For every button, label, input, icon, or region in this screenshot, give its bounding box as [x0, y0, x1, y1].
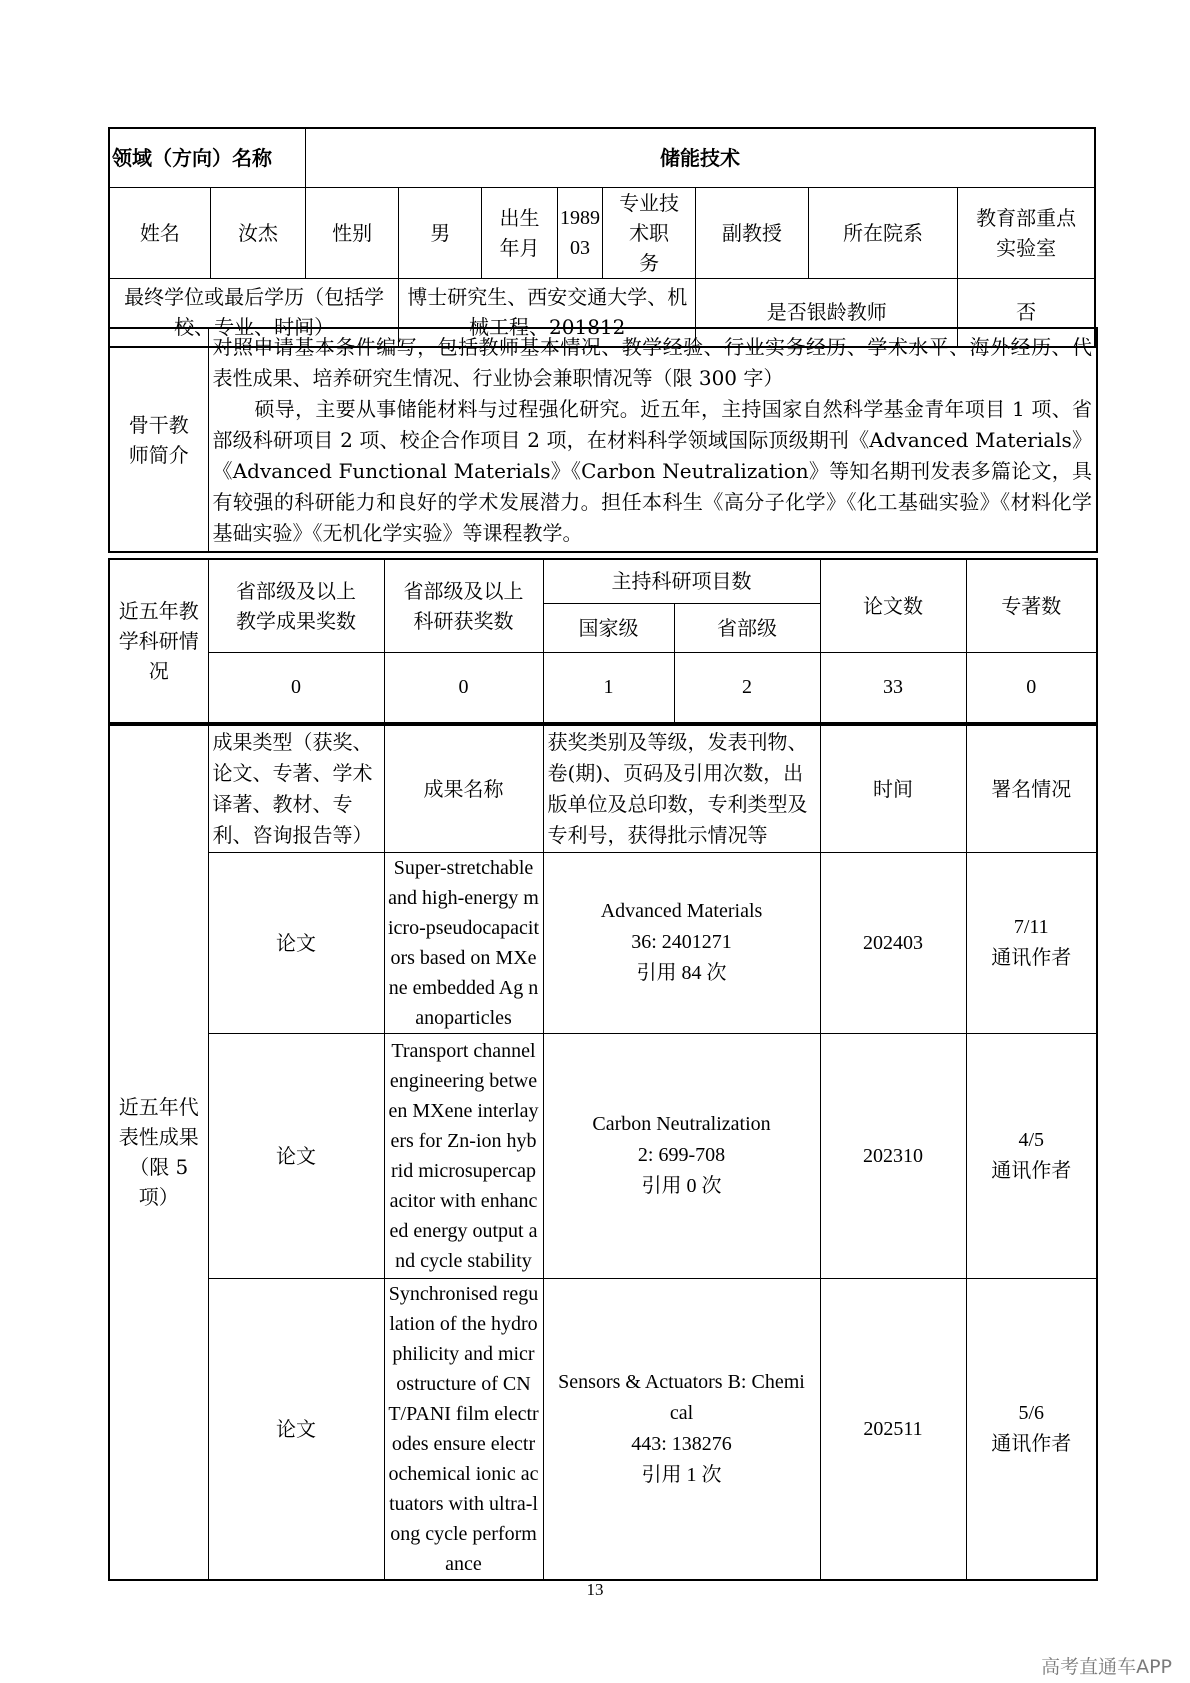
- silver-teacher-label: 是否银龄教师: [696, 278, 958, 347]
- author-rank: 5/6: [1018, 1401, 1045, 1424]
- birth-label: 出生年月: [482, 187, 558, 278]
- author-rank: 7/11: [1013, 915, 1049, 938]
- achievement-row: [109, 852, 1097, 1033]
- research-awards-value: 0: [384, 652, 543, 723]
- title-label: 专业技术职 务: [602, 187, 695, 278]
- achievement-detail: [543, 852, 820, 1033]
- achievement-name: Synchronised regulation of the hydrophilicity and microstructure of CNT/PANI film electrodes ensure electrochemical ionic actuators with ultra-long cycle performance: [384, 1278, 543, 1580]
- basic-info-table: [108, 127, 1096, 348]
- books-label: 专著数: [966, 559, 1097, 652]
- achievement-detail: [543, 1278, 820, 1580]
- research-awards-label: 省部级及以上科研获奖数: [384, 559, 543, 652]
- col-header-time: 时间: [820, 725, 966, 852]
- detail-citations: 引用 1 次: [641, 1463, 722, 1486]
- author-rank: 4/5: [1018, 1128, 1045, 1151]
- papers-value: 33: [820, 652, 966, 723]
- detail-volume: 2: 699-708: [637, 1144, 726, 1166]
- stats-label: 近五年教学科研情况: [109, 559, 208, 723]
- detail-volume: 36: 2401271: [631, 931, 732, 953]
- degree-value: 博士研究生、西安交通大学、机械工程、201812: [399, 278, 696, 347]
- page-number: 13: [586, 1580, 604, 1599]
- profile-label: 骨干教师简介: [109, 328, 208, 552]
- achievement-name: Transport channel engineering between MXene interlayers for Zn-ion hybrid microsupercapacitor with enhanced energy output and cycle stability: [384, 1033, 543, 1278]
- detail-citations: 引用 0 次: [641, 1175, 722, 1197]
- achievements-label: 近五年代表性成果（限 5 项）: [109, 725, 208, 1580]
- author-role: 通讯作者: [991, 946, 1072, 969]
- achievement-time: 202403: [820, 852, 966, 1033]
- field-value: 储能技术: [306, 128, 1095, 187]
- achievement-detail: [543, 1033, 820, 1278]
- profile-content: [208, 328, 1097, 552]
- achievement-name: Super-stretchable and high-energy micro-pseudocapacitors based on MXene embedded Ag nanoparticles: [384, 852, 543, 1033]
- col-header-type: 成果类型（获奖、论文、专著、学术译著、教材、专利、咨询报告等）: [208, 725, 384, 852]
- achievement-row: [109, 1033, 1097, 1278]
- dept-value: 教育部重点实验室: [958, 187, 1095, 278]
- name-label: 姓名: [109, 187, 210, 278]
- achievement-type: 论文: [208, 1033, 384, 1278]
- achievement-time: 202310: [820, 1033, 966, 1278]
- gender-value: 男: [399, 187, 482, 278]
- gender-label: 性别: [306, 187, 399, 278]
- achievement-author: [966, 1033, 1097, 1278]
- name-value: 汝杰: [210, 187, 305, 278]
- author-role: 通讯作者: [991, 1432, 1072, 1455]
- col-header-author: 署名情况: [966, 725, 1097, 852]
- stats-table: [108, 558, 1098, 724]
- silver-teacher-value: 否: [958, 278, 1095, 347]
- books-value: 0: [966, 652, 1097, 723]
- provincial-label: 省部级: [674, 603, 820, 652]
- profile-body: 硕导，主要从事储能材料与过程强化研究。近五年，主持国家自然科学基金青年项目 1 项、省部级科研项目 2 项、校企合作项目 2 项，在材料科学领域国际顶级期刊《Advanced Materials》《Advanced Functional Materials》《Carbon Neutralization》等知名期刊发表多篇论文，具有较强的科研能力和良好的学术发展潜力。担任本科生《高分子化学》《化工基础实验》《材料化学基础实验》《无机化学实验》等课程教学。: [212, 396, 1092, 545]
- col-header-detail: 获奖类别及等级，发表刊物、卷(期)、页码及引用次数，出版单位及总印数，专利类型及专利号，获得批示情况等: [543, 725, 820, 852]
- detail-volume: 443: 138276: [631, 1432, 732, 1455]
- achievement-time: 202511: [820, 1278, 966, 1580]
- field-label: 领域（方向）名称: [109, 128, 306, 187]
- papers-label: 论文数: [820, 559, 966, 652]
- detail-journal: Sensors & Actuators B: Chemical: [558, 1370, 805, 1424]
- detail-journal: Carbon Neutralization: [592, 1113, 771, 1135]
- teaching-awards-value: 0: [208, 652, 384, 723]
- provincial-value: 2: [674, 652, 820, 723]
- national-label: 国家级: [543, 603, 674, 652]
- achievement-row: [109, 1278, 1097, 1580]
- achievement-type: 论文: [208, 852, 384, 1033]
- watermark: 高考直通车APP: [1041, 1656, 1172, 1678]
- achievements-table: [108, 724, 1098, 1581]
- projects-label: 主持科研项目数: [543, 559, 820, 603]
- detail-journal: Advanced Materials: [600, 900, 763, 922]
- col-header-name: 成果名称: [384, 725, 543, 852]
- profile-instruction: 对照申请基本条件编写，包括教师基本情况、教学经验、行业实务经历、学术水平、海外经历、代表性成果、培养研究生情况、行业协会兼职情况等（限 300 字）: [212, 334, 1092, 390]
- achievement-author: [966, 852, 1097, 1033]
- dept-label: 所在院系: [808, 187, 957, 278]
- achievement-type: 论文: [208, 1278, 384, 1580]
- title-value: 副教授: [696, 187, 809, 278]
- teaching-awards-label: 省部级及以上教学成果奖数: [208, 559, 384, 652]
- profile-table: [108, 327, 1098, 553]
- author-role: 通讯作者: [991, 1159, 1072, 1182]
- detail-citations: 引用 84 次: [636, 962, 727, 984]
- achievement-author: [966, 1278, 1097, 1580]
- degree-label: 最终学位或最后学历（包括学校、专业、时间）: [109, 278, 399, 347]
- national-value: 1: [543, 652, 674, 723]
- birth-value: 198903: [557, 187, 602, 278]
